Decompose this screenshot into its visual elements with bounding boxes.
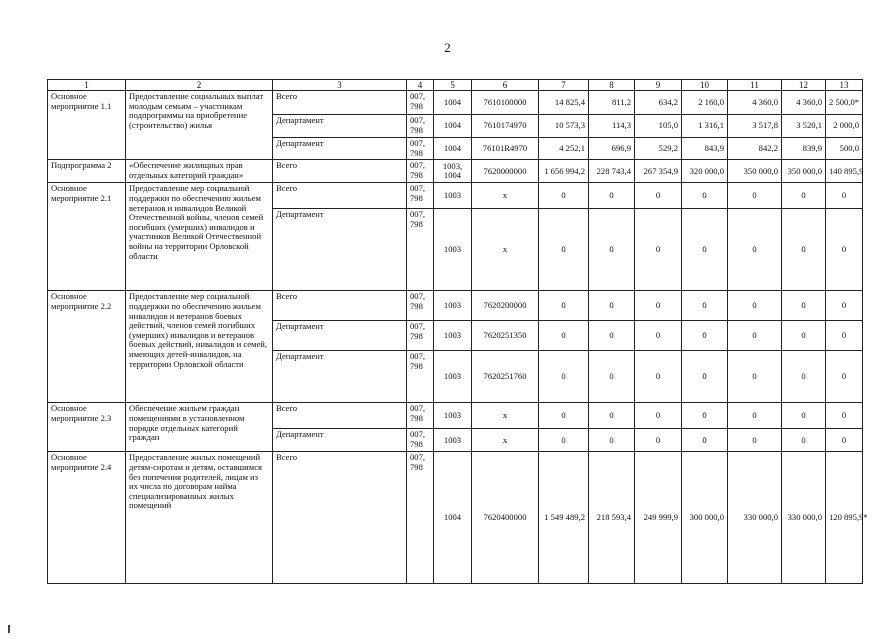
header-cell: 10	[682, 80, 728, 91]
value-cell: 0	[782, 403, 826, 429]
value-cell: 1 549 489,2	[539, 452, 589, 584]
value-cell: 300 000,0	[682, 452, 728, 584]
header-cell: 3	[273, 80, 407, 91]
header-cell: 6	[472, 80, 539, 91]
event-description-cell: Обеспечение жильем граждан помещениями в установленном порядке отдельных категорий граждан	[126, 403, 273, 452]
scan-mark	[8, 625, 10, 633]
code-cell: 007, 798	[407, 209, 434, 291]
budget-table	[47, 79, 868, 584]
executor-cell: Департамент	[273, 115, 407, 138]
page-number: 2	[444, 40, 451, 55]
value-cell: 0	[589, 183, 635, 209]
table-row	[48, 160, 863, 183]
code-cell: 007, 798	[407, 183, 434, 209]
value-cell: 0	[682, 321, 728, 351]
value-cell: 330 000,0	[728, 452, 782, 584]
value-cell: 218 593,4	[589, 452, 635, 584]
kbk-cell: 76101R4970	[472, 138, 539, 160]
value-cell: 2 160,0	[682, 91, 728, 115]
value-cell: 1 316,1	[682, 115, 728, 138]
value-cell: 4 360,0	[782, 91, 826, 115]
value-cell: 2 500,0*	[826, 91, 863, 115]
value-cell: 0	[782, 351, 826, 403]
header-cell: 13	[826, 80, 863, 91]
value-cell: 4 252,1	[539, 138, 589, 160]
kbk-cell: 7620251350	[472, 321, 539, 351]
event-name-cell: Основное мероприятие 2.3	[48, 403, 126, 452]
code-cell: 007, 798	[407, 403, 434, 429]
event-description-cell: «Обеспечение жилищных прав отдельных категорий граждан»	[126, 160, 273, 183]
value-cell: 529,2	[635, 138, 682, 160]
code-cell: 007, 798	[407, 115, 434, 138]
value-cell: 0	[826, 291, 863, 321]
kbk-cell: 7620251760	[472, 351, 539, 403]
value-cell: 105,0	[635, 115, 682, 138]
kbk-cell: 7620400000	[472, 452, 539, 584]
value-cell: 0	[589, 321, 635, 351]
executor-cell: Всего	[273, 291, 407, 321]
kbk-cell: 7610100000	[472, 91, 539, 115]
value-cell: 0	[782, 183, 826, 209]
code-cell: 007, 798	[407, 291, 434, 321]
executor-cell: Всего	[273, 160, 407, 183]
executor-cell: Всего	[273, 183, 407, 209]
section-cell: 1004	[434, 138, 472, 160]
section-cell: 1004	[434, 91, 472, 115]
value-cell: 0	[539, 403, 589, 429]
value-cell: 0	[728, 321, 782, 351]
event-description-cell: Предоставление жилых помещений детям-сиротам и детям, оставшимся без попечения родителей, лицам из их числа по договорам найма специализированных жилых помещений	[126, 452, 273, 584]
code-cell: 007, 798	[407, 91, 434, 115]
table-row	[48, 403, 863, 429]
value-cell: 0	[589, 351, 635, 403]
value-cell: 0	[635, 403, 682, 429]
value-cell: 0	[826, 403, 863, 429]
section-cell: 1003	[434, 429, 472, 452]
value-cell: 0	[635, 429, 682, 452]
value-cell: 1 656 994,2	[539, 160, 589, 183]
value-cell: 696,9	[589, 138, 635, 160]
table-row	[48, 91, 863, 115]
value-cell: 330 000,0	[782, 452, 826, 584]
value-cell: 2 000,0	[826, 115, 863, 138]
event-name-cell: Основное мероприятие 1.1	[48, 91, 126, 160]
executor-cell: Всего	[273, 403, 407, 429]
section-cell: 1004	[434, 115, 472, 138]
value-cell: 140 895,9	[826, 160, 863, 183]
event-name-cell: Подпрограмма 2	[48, 160, 126, 183]
header-cell: 4	[407, 80, 434, 91]
event-name-cell: Основное мероприятие 2.4	[48, 452, 126, 584]
value-cell: 843,9	[682, 138, 728, 160]
section-cell: 1003	[434, 403, 472, 429]
kbk-cell: x	[472, 183, 539, 209]
value-cell: 228 743,4	[589, 160, 635, 183]
value-cell: 114,3	[589, 115, 635, 138]
event-description-cell: Предоставление мер социальной поддержки по обеспечению жильем ветеранов и инвалидов Великой Отечественной войны, членов семей погибших (умерших) инвалидов и участников Великой Отечественной войны на территории Орловской области	[126, 183, 273, 291]
kbk-cell: 7620200000	[472, 291, 539, 321]
section-cell: 1003	[434, 321, 472, 351]
value-cell: 0	[782, 209, 826, 291]
kbk-cell: x	[472, 429, 539, 452]
event-description-cell: Предоставление социальных выплат молодым семьям – участникам подпрограммы на приобретение (строительство) жилья	[126, 91, 273, 160]
value-cell: 0	[589, 291, 635, 321]
value-cell: 0	[539, 351, 589, 403]
kbk-cell: 7610174970	[472, 115, 539, 138]
value-cell: 350 000,0	[782, 160, 826, 183]
value-cell: 0	[826, 351, 863, 403]
value-cell: 0	[539, 321, 589, 351]
value-cell: 0	[635, 351, 682, 403]
value-cell: 0	[589, 429, 635, 452]
value-cell: 811,2	[589, 91, 635, 115]
header-cell: 8	[589, 80, 635, 91]
value-cell: 0	[782, 321, 826, 351]
value-cell: 0	[728, 429, 782, 452]
header-cell: 5	[434, 80, 472, 91]
value-cell: 0	[728, 183, 782, 209]
value-cell: 0	[728, 351, 782, 403]
executor-cell: Всего	[273, 91, 407, 115]
code-cell: 007, 798	[407, 138, 434, 160]
header-cell: 1	[48, 80, 126, 91]
value-cell: 0	[728, 291, 782, 321]
value-cell: 634,2	[635, 91, 682, 115]
kbk-cell: 7620000000	[472, 160, 539, 183]
executor-cell: Всего	[273, 452, 407, 584]
value-cell: 0	[635, 183, 682, 209]
value-cell: 0	[635, 209, 682, 291]
value-cell: 0	[782, 291, 826, 321]
value-cell: 320 000,0	[682, 160, 728, 183]
event-name-cell: Основное мероприятие 2.1	[48, 183, 126, 291]
header-cell: 2	[126, 80, 273, 91]
value-cell: 0	[682, 209, 728, 291]
header-cell: 7	[539, 80, 589, 91]
header-row	[48, 80, 863, 91]
value-cell: 0	[539, 291, 589, 321]
value-cell: 0	[826, 209, 863, 291]
value-cell: 0	[635, 321, 682, 351]
value-cell: 0	[826, 183, 863, 209]
code-cell: 007, 798	[407, 429, 434, 452]
header-cell: 9	[635, 80, 682, 91]
executor-cell: Департамент	[273, 321, 407, 351]
value-cell: 0	[539, 183, 589, 209]
value-cell: 3 520,1	[782, 115, 826, 138]
value-cell: 0	[682, 291, 728, 321]
value-cell: 0	[589, 403, 635, 429]
value-cell: 500,0	[826, 138, 863, 160]
value-cell: 842,2	[728, 138, 782, 160]
executor-cell: Департамент	[273, 429, 407, 452]
table-row	[48, 291, 863, 321]
value-cell: 0	[682, 351, 728, 403]
section-cell: 1004	[434, 452, 472, 584]
event-name-cell: Основное мероприятие 2.2	[48, 291, 126, 403]
value-cell: 14 825,4	[539, 91, 589, 115]
value-cell: 350 000,0	[728, 160, 782, 183]
value-cell: 0	[728, 209, 782, 291]
value-cell: 0	[682, 403, 728, 429]
value-cell: 0	[782, 429, 826, 452]
section-cell: 1003, 1004	[434, 160, 472, 183]
value-cell: 10 573,3	[539, 115, 589, 138]
header-cell: 11	[728, 80, 782, 91]
event-description-cell: Предоставление мер социальной поддержки по обеспечению жильем инвалидов и ветеранов боевых действий, членов семей погибших (умерших) инвалидов и ветеранов боевых действий, инвалидов и семей, имеющих детей-инвалидов, на территории Орловской области	[126, 291, 273, 403]
executor-cell: Департамент	[273, 138, 407, 160]
kbk-cell: x	[472, 209, 539, 291]
value-cell: 0	[682, 183, 728, 209]
value-cell: 4 360,0	[728, 91, 782, 115]
section-cell: 1003	[434, 209, 472, 291]
value-cell: 839,9	[782, 138, 826, 160]
section-cell: 1003	[434, 351, 472, 403]
code-cell: 007, 798	[407, 160, 434, 183]
section-cell: 1003	[434, 291, 472, 321]
value-cell: 3 517,8	[728, 115, 782, 138]
executor-cell: Департамент	[273, 351, 407, 403]
header-cell: 12	[782, 80, 826, 91]
value-cell: 0	[589, 209, 635, 291]
table-row	[48, 452, 863, 584]
value-cell: 0	[682, 429, 728, 452]
code-cell: 007, 798	[407, 452, 434, 584]
value-cell: 120 895,9*	[826, 452, 863, 584]
table-row	[48, 183, 863, 209]
executor-cell: Департамент	[273, 209, 407, 291]
code-cell: 007, 798	[407, 351, 434, 403]
value-cell: 0	[539, 209, 589, 291]
kbk-cell: x	[472, 403, 539, 429]
value-cell: 0	[826, 321, 863, 351]
code-cell: 007, 798	[407, 321, 434, 351]
value-cell: 0	[728, 403, 782, 429]
value-cell: 0	[539, 429, 589, 452]
section-cell: 1003	[434, 183, 472, 209]
value-cell: 0	[826, 429, 863, 452]
value-cell: 0	[635, 291, 682, 321]
value-cell: 267 354,9	[635, 160, 682, 183]
value-cell: 249 999,9	[635, 452, 682, 584]
